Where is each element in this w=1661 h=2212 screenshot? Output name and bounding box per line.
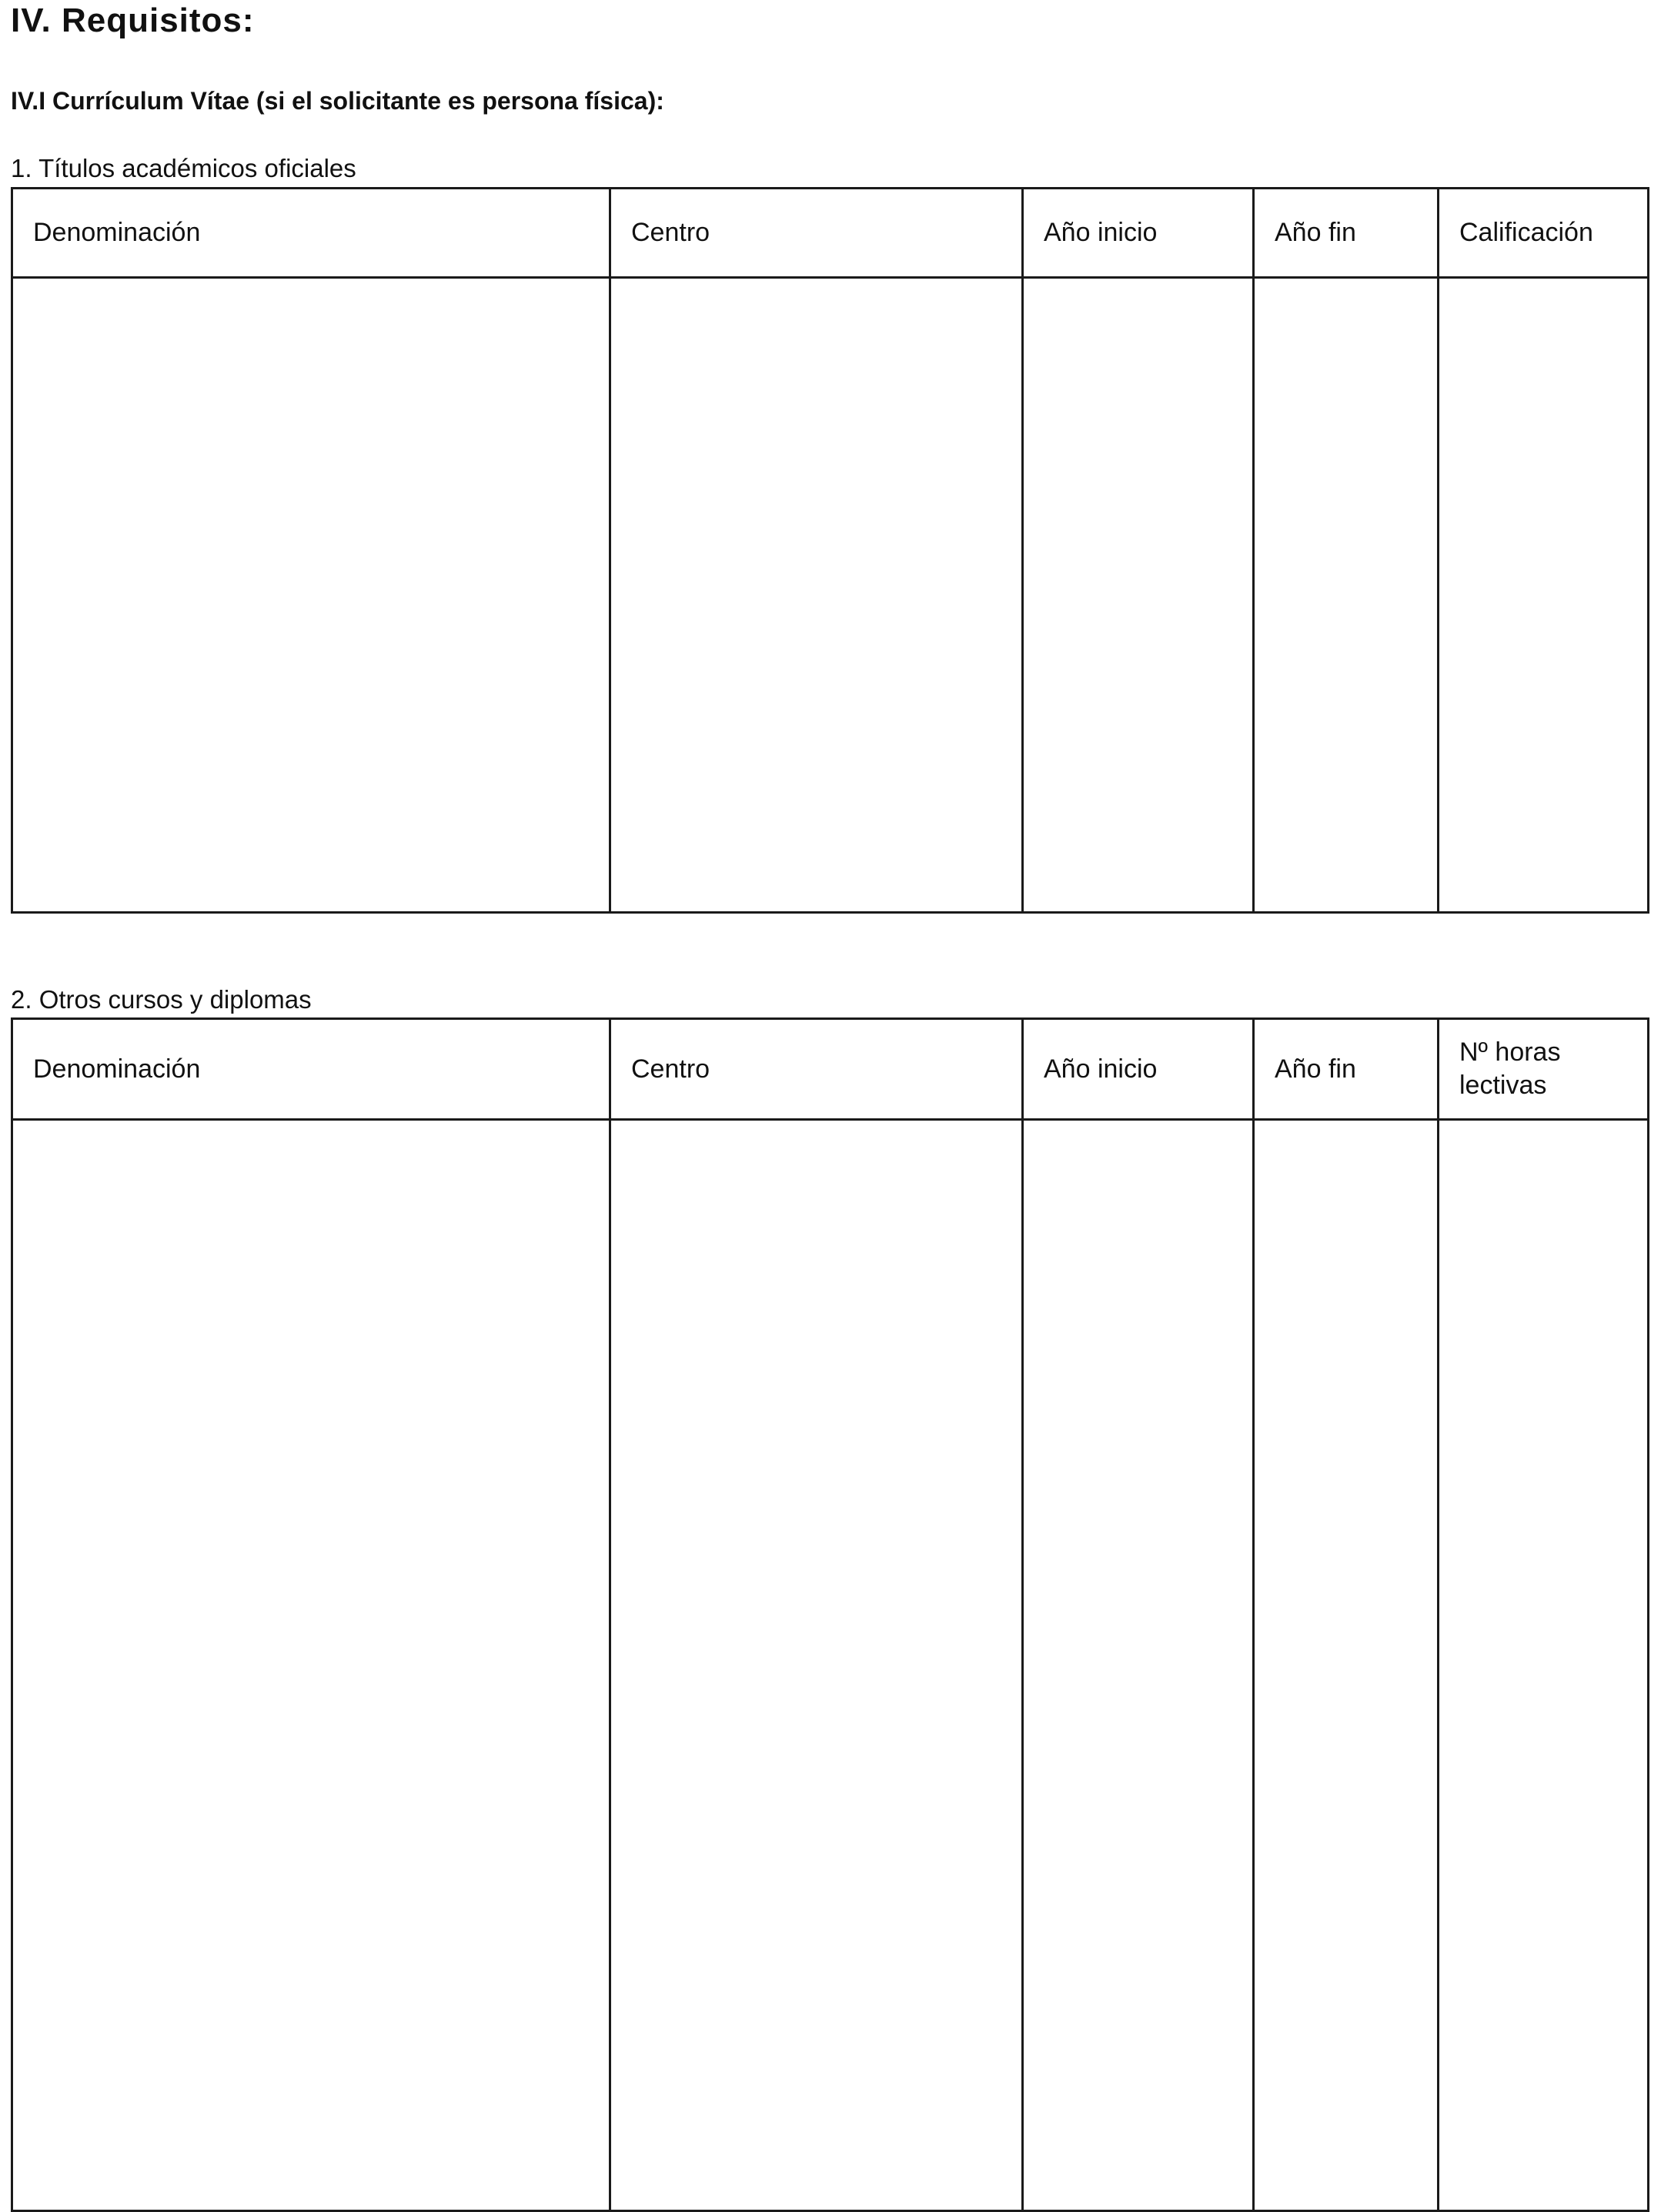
page-title: IV. Requisitos: (11, 2, 255, 39)
header-ano-fin: Año fin (1254, 189, 1439, 278)
header-ano-fin: Año fin (1254, 1019, 1439, 1120)
table-header-row (12, 1019, 1649, 1120)
calificacion-cell[interactable] (1439, 278, 1649, 913)
table-row (12, 1120, 1649, 2211)
horas-lectivas-cell[interactable] (1439, 1120, 1649, 2211)
header-ano-inicio: Año inicio (1023, 1019, 1254, 1120)
header-horas-line-1: Nº horas (1459, 1038, 1561, 1067)
header-centro: Centro (610, 1019, 1023, 1120)
ano-inicio-cell[interactable] (1023, 278, 1254, 913)
header-denominacion: Denominación (12, 1019, 610, 1120)
centro-cell[interactable] (610, 1120, 1023, 2211)
header-horas-line-2: lectivas (1459, 1071, 1547, 1100)
table-caption-cursos: 2. Otros cursos y diplomas (11, 985, 312, 1014)
header-denominacion: Denominación (12, 189, 610, 278)
titulos-academicos-table (11, 187, 1649, 914)
otros-cursos-table (11, 1017, 1649, 2212)
ano-fin-cell[interactable] (1254, 278, 1439, 913)
table-row (12, 278, 1649, 913)
header-horas-lectivas (1439, 1019, 1649, 1120)
table-header-row (12, 189, 1649, 278)
table-caption-titulos: 1. Títulos académicos oficiales (11, 154, 356, 182)
header-centro: Centro (610, 189, 1023, 278)
header-calificacion: Calificación (1439, 189, 1649, 278)
section-title: IV.I Currículum Vítae (si el solicitante es persona física): (11, 87, 664, 115)
centro-cell[interactable] (610, 278, 1023, 913)
denominacion-cell[interactable] (12, 278, 610, 913)
ano-fin-cell[interactable] (1254, 1120, 1439, 2211)
denominacion-cell[interactable] (12, 1120, 610, 2211)
ano-inicio-cell[interactable] (1023, 1120, 1254, 2211)
header-ano-inicio: Año inicio (1023, 189, 1254, 278)
